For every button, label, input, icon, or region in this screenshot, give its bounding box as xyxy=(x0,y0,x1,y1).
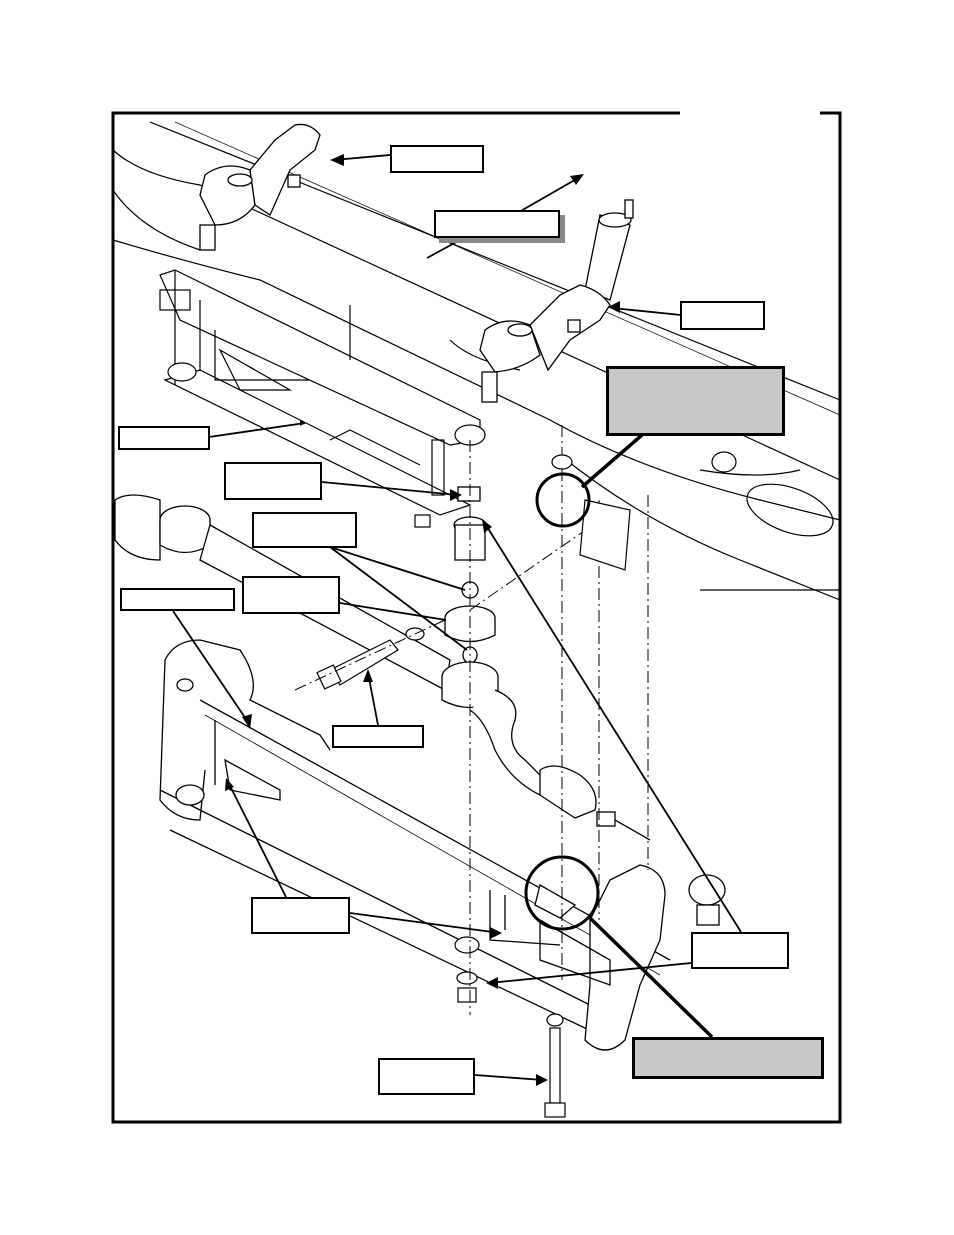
upper-left-bracket-drawing xyxy=(200,124,320,250)
callout-drag-link-bracket xyxy=(118,426,210,450)
drag-link-bracket-drawing xyxy=(160,270,485,527)
callout-forward-arrow xyxy=(434,210,560,238)
callout-detail-note-upper xyxy=(606,366,785,436)
callout-bushings xyxy=(252,512,357,548)
callout-side-bolt xyxy=(332,725,424,748)
arrowheads xyxy=(225,154,620,1086)
callout-upper-right-bracket xyxy=(680,301,765,330)
callout-upper-left-bracket xyxy=(390,145,484,173)
callout-washer-sleeve xyxy=(242,576,340,614)
callout-lower-hardware xyxy=(691,932,789,969)
callout-detail-note-lower xyxy=(632,1037,824,1079)
callout-axle-bracket xyxy=(251,897,350,934)
axle-bracket-drawing xyxy=(160,640,725,1050)
callout-nut xyxy=(224,462,322,500)
callout-tie-rod xyxy=(120,588,235,611)
callout-bottom-bolt xyxy=(378,1058,475,1095)
